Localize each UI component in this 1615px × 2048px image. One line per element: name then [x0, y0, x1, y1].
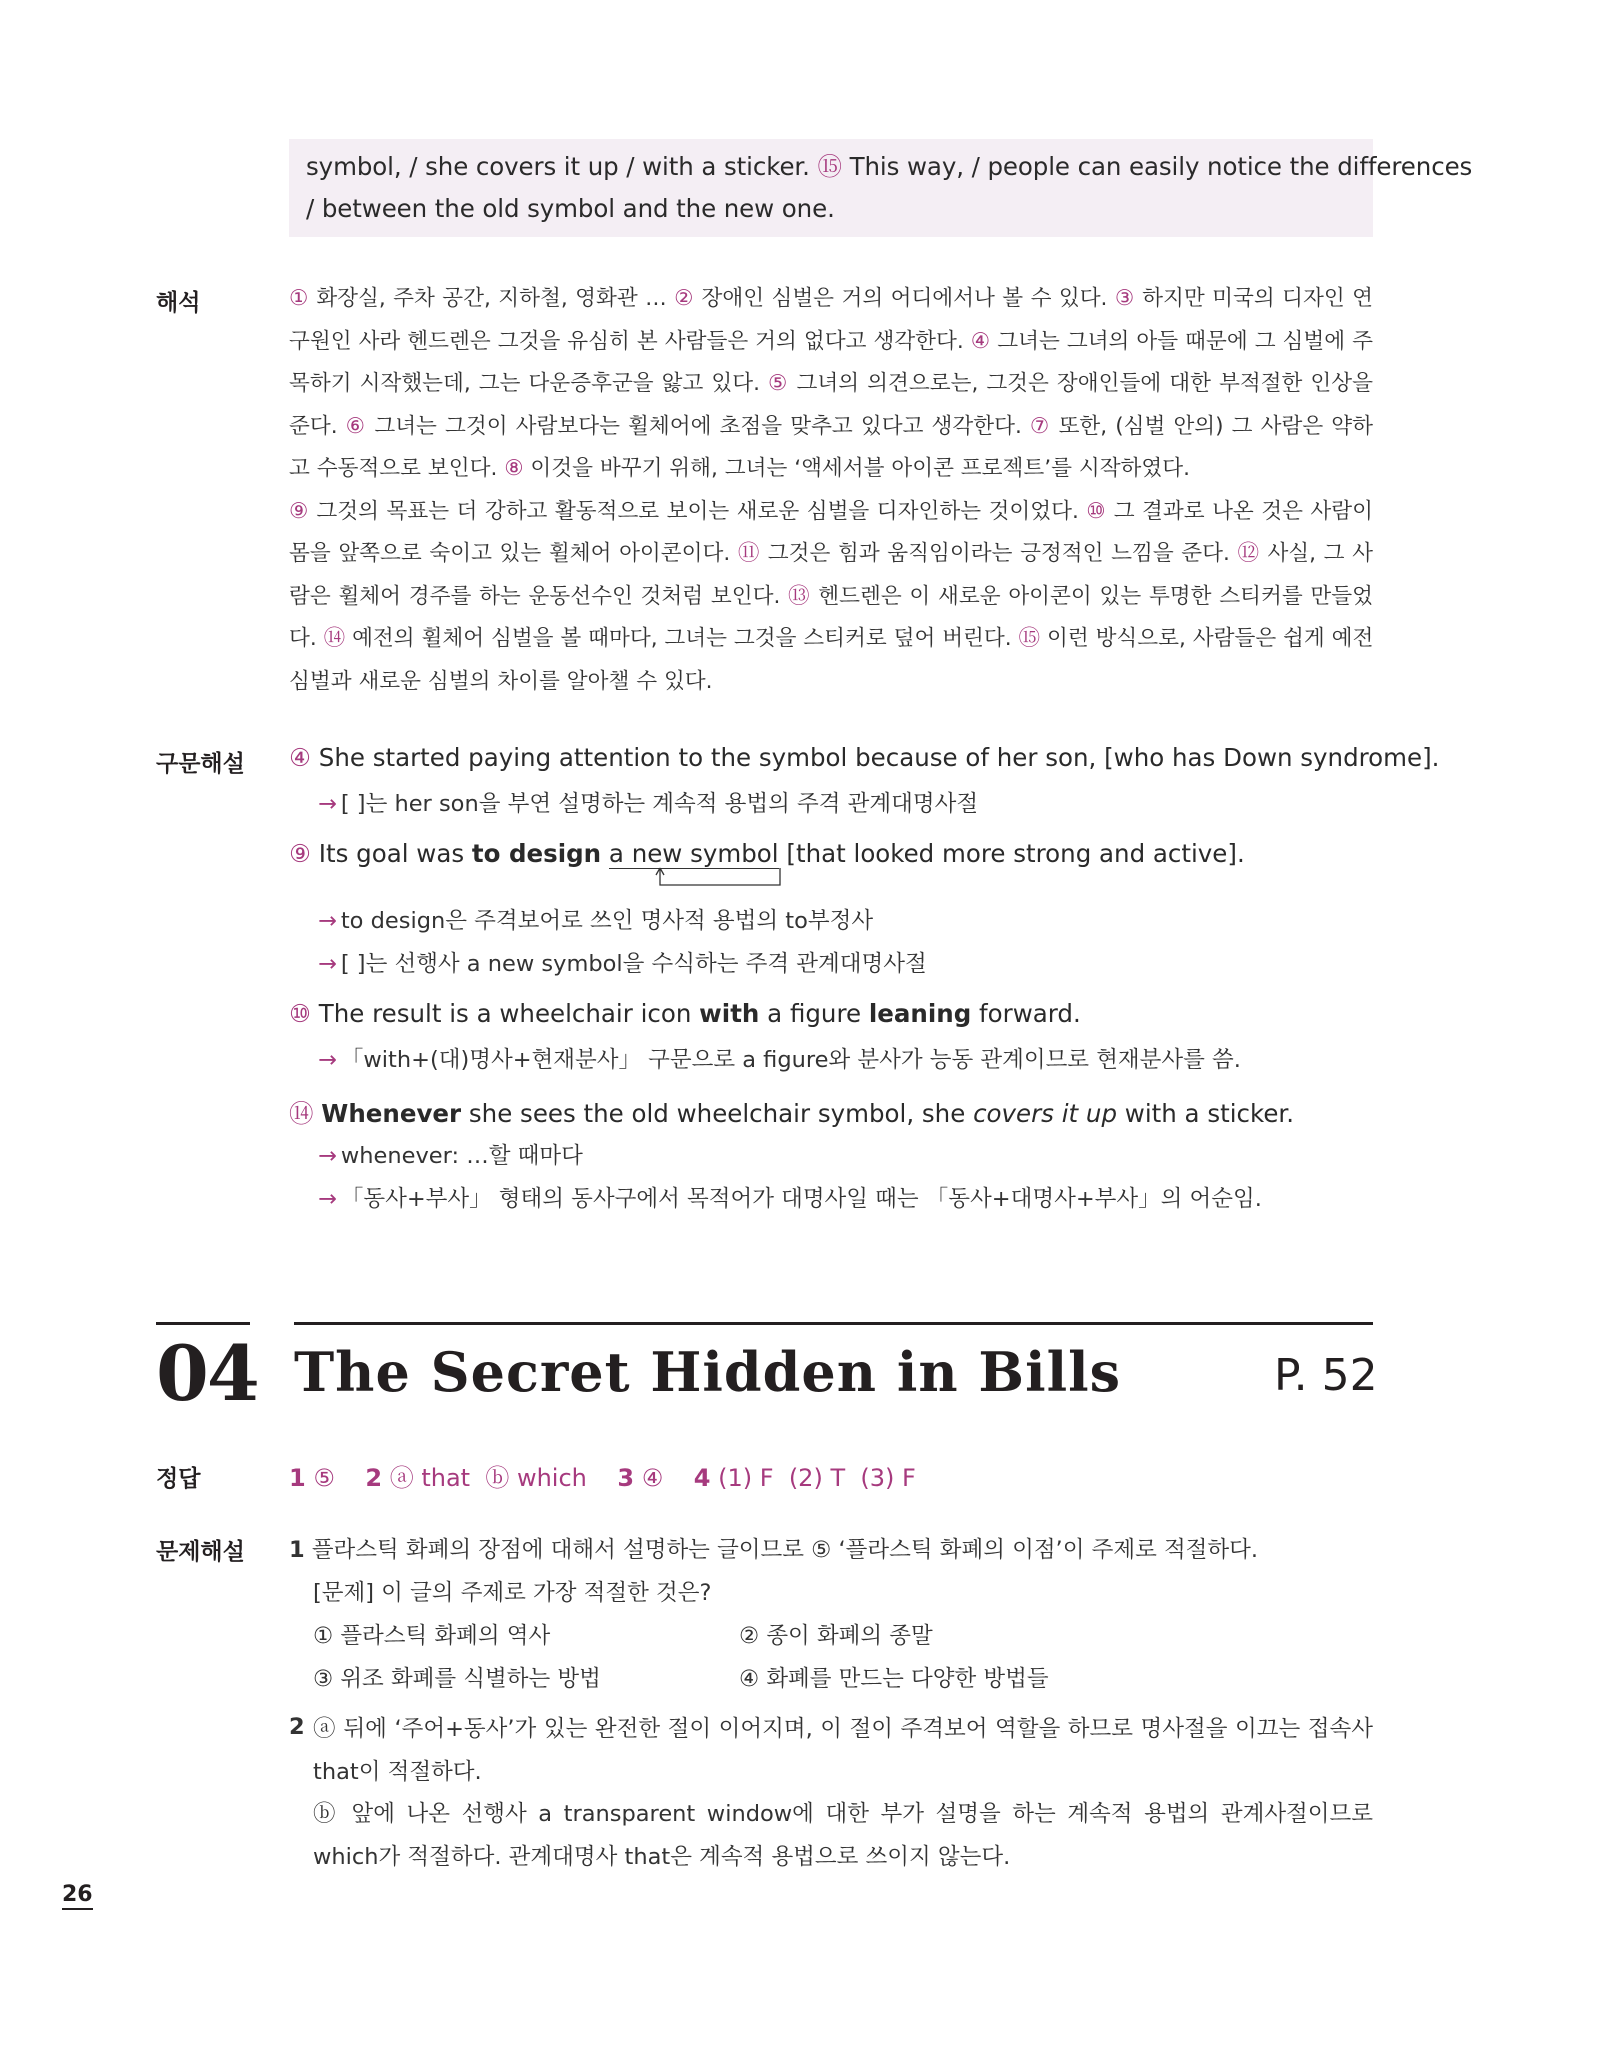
sentence-italic: covers it up [973, 1099, 1117, 1128]
syntax-note-14a [318, 1138, 583, 1170]
explanations-label: 문제해설 [156, 1539, 245, 1565]
answer-number: 1 [289, 1464, 306, 1492]
answer-number: 3 [617, 1464, 635, 1492]
note-text: [ ]는 her son을 부연 설명하는 계속적 용법의 주격 관계대명사절 [340, 791, 979, 817]
translation-line: 목하기 시작했는데, 그는 다운증후군을 앓고 있다. ⑤ 그녀의 의견으로는, 그것은 장애인들에 대한 부적절한 인상을 [289, 371, 1373, 396]
section-title: The Secret Hidden in Bills [294, 1340, 1122, 1404]
section-number: 04 [156, 1329, 258, 1418]
sentence-post: with a sticker. [1117, 1099, 1295, 1128]
explanation-line: that이 적절하다. [313, 1758, 482, 1785]
syntax-label: 구문해설 [156, 751, 245, 777]
translation-line: 고 수동적으로 보인다. ⑧ 이것을 바꾸기 위해, 그녀는 ‘액세서블 아이콘 프로젝트’를 시작하였다. [289, 456, 1191, 481]
arrow-icon: → [318, 1186, 337, 1212]
option-1: ① 플라스틱 화폐의 역사 [313, 1623, 551, 1649]
syntax-sentence-9 [289, 839, 1245, 868]
answers-label: 정답 [156, 1466, 201, 1492]
arrow-icon: → [318, 791, 337, 817]
question-number: 1 [289, 1537, 305, 1563]
passage-line: symbol, / she covers it up / with a sticker. ⑮ This way, / people can easily notice the differences [306, 152, 1473, 181]
question-number [289, 1714, 305, 1740]
translation-line: ① 화장실, 주차 공간, 지하철, 영화관 … ② 장애인 심벌은 거의 어디에서나 볼 수 있다. ③ 하지만 미국의 디자인 연 [289, 286, 1373, 311]
antecedent-underline: a new symbol [608, 839, 779, 868]
syntax-note-9b [318, 946, 927, 978]
syntax-note-10 [318, 1042, 1241, 1074]
sentence-number: ⑭ [289, 1099, 314, 1128]
syntax-sentence-4 [289, 743, 1439, 772]
arrow-icon: → [318, 1143, 337, 1169]
explanation-1 [289, 1532, 1258, 1564]
sentence-pre: The result is a wheelchair icon [318, 999, 700, 1028]
note-text: whenever: …할 때마다 [340, 1143, 583, 1169]
question-prompt: [문제] 이 글의 주제로 가장 적절한 것은? [313, 1580, 712, 1606]
answer-number: 4 [693, 1464, 711, 1492]
answer-value: (1) F (2) T (3) F [718, 1464, 916, 1492]
translation-text [289, 278, 1373, 703]
translation-line: 람은 휠체어 경주를 하는 운동선수인 것처럼 보인다. ⑬ 헨드렌은 이 새로운 아이콘이 있는 투명한 스티커를 만들었 [289, 583, 1373, 609]
reading-passage-box [289, 139, 1473, 237]
translation-line: 준다. ⑥ 그녀는 그것이 사람보다는 휠체어에 초점을 맞추고 있다고 생각한다. ⑦ 또한, (심벌 안의) 그 사람은 약하 [289, 413, 1373, 439]
translation-line: ⑨ 그것의 목표는 더 강하고 활동적으로 보이는 새로운 심벌을 디자인하는 것이었다. ⑩ 그 결과로 나온 것은 사람이 [289, 498, 1374, 524]
sentence-mid: a figure [759, 999, 869, 1028]
sentence-number: ④ [289, 743, 311, 772]
arrow-icon: → [318, 908, 337, 934]
syntax-sentence-14 [289, 1095, 1294, 1130]
sentence-bold: leaning [868, 999, 972, 1028]
translation-line: 몸을 앞쪽으로 숙이고 있는 휠체어 아이콘이다. ⑪ 그것은 힘과 움직임이라는 긍정적인 느낌을 준다. ⑫ 사실, 그 사 [289, 541, 1373, 566]
answer-value: ④ [641, 1464, 664, 1492]
answer-number: 2 [365, 1464, 383, 1492]
translation-line: 구원인 사라 헨드렌은 그것을 유심히 본 사람들은 거의 없다고 생각한다. ④ 그녀는 그녀의 아들 때문에 그 심벌에 주 [289, 328, 1373, 354]
explanation-line: ⓑ 앞에 나온 선행사 a transparent window에 대한 부가 설명을 하는 계속적 용법의 관계사절이므로 [313, 1801, 1373, 1827]
translation-line: 다. ⑭ 예전의 휠체어 심벌을 볼 때마다, 그녀는 그것을 스티커로 덮어 버린다. ⑮ 이런 방식으로, 사람들은 쉽게 예전 [289, 626, 1374, 651]
explanation-line: ⓐ 뒤에 ‘주어+동사’가 있는 완전한 절이 이어지며, 이 절이 주격보어 역할을 하므로 명사절을 이끄는 접속사 [313, 1716, 1373, 1742]
syntax-note-4 [318, 786, 978, 818]
section-rule-gap [250, 1320, 294, 1327]
syntax-note-14b [318, 1181, 1262, 1213]
syntax-note-9a [318, 903, 873, 935]
option-2: ② 종이 화폐의 종말 [739, 1623, 933, 1649]
sentence-pre: she sees the old wheelchair symbol, she [461, 1099, 974, 1128]
sentence-text: She started paying attention to the symbol because of her son, [who has Down syndrome]. [318, 743, 1440, 772]
section-rule [156, 1322, 1373, 1325]
sentence-bold: to design [471, 839, 602, 868]
arrow-icon: → [318, 951, 337, 977]
page-reference: P. 52 [1274, 1350, 1378, 1401]
note-text: [ ]는 선행사 a new symbol을 수식하는 주격 관계대명사절 [340, 951, 927, 977]
translation-label: 해석 [156, 290, 201, 316]
sentence-post: [that looked more strong and active]. [786, 839, 1245, 868]
answer-value: ⓐ that ⓑ which [389, 1464, 587, 1492]
sentence-bold: Whenever [321, 1099, 462, 1128]
sentence-number: ⑨ [289, 839, 311, 868]
translation-line: 심벌과 새로운 심벌의 차이를 알아챌 수 있다. [289, 668, 713, 694]
note-text: 「동사+부사」 형태의 동사구에서 목적어가 대명사일 때는 「동사+대명사+부사」의 어순임. [340, 1186, 1262, 1212]
explanation-2 [313, 1708, 1373, 1878]
option-3: ③ 위조 화폐를 식별하는 방법 [313, 1666, 601, 1692]
answer-value: ⑤ [313, 1464, 335, 1492]
sentence-pre: Its goal was [318, 839, 472, 868]
passage-line: / between the old symbol and the new one. [306, 194, 835, 223]
explanation-text: 플라스틱 화폐의 장점에 대해서 설명하는 글이므로 ⑤ ‘플라스틱 화폐의 이점’이 주제로 적절하다. [311, 1537, 1259, 1563]
answers-row [289, 1458, 916, 1493]
sentence-bold: with [699, 999, 760, 1028]
explanation-line: which가 적절하다. 관계대명사 that은 계속적 용법으로 쓰이지 않는다. [313, 1843, 1011, 1870]
note-text: to design은 주격보어로 쓰인 명사적 용법의 to부정사 [340, 908, 874, 934]
option-4: ④ 화폐를 만드는 다양한 방법들 [739, 1666, 1049, 1692]
page-number: 26 [62, 1882, 93, 1910]
note-text: 「with+(대)명사+현재분사」 구문으로 a figure와 분사가 능동 관계이므로 현재분사를 씀. [340, 1047, 1241, 1073]
sentence-post: forward. [971, 999, 1081, 1028]
modifier-link-arrow-icon [655, 866, 785, 892]
sentence-number: ⑩ [289, 999, 311, 1028]
arrow-icon: → [318, 1047, 337, 1073]
question-number-label: 2 [289, 1714, 305, 1740]
syntax-sentence-10 [289, 999, 1081, 1028]
